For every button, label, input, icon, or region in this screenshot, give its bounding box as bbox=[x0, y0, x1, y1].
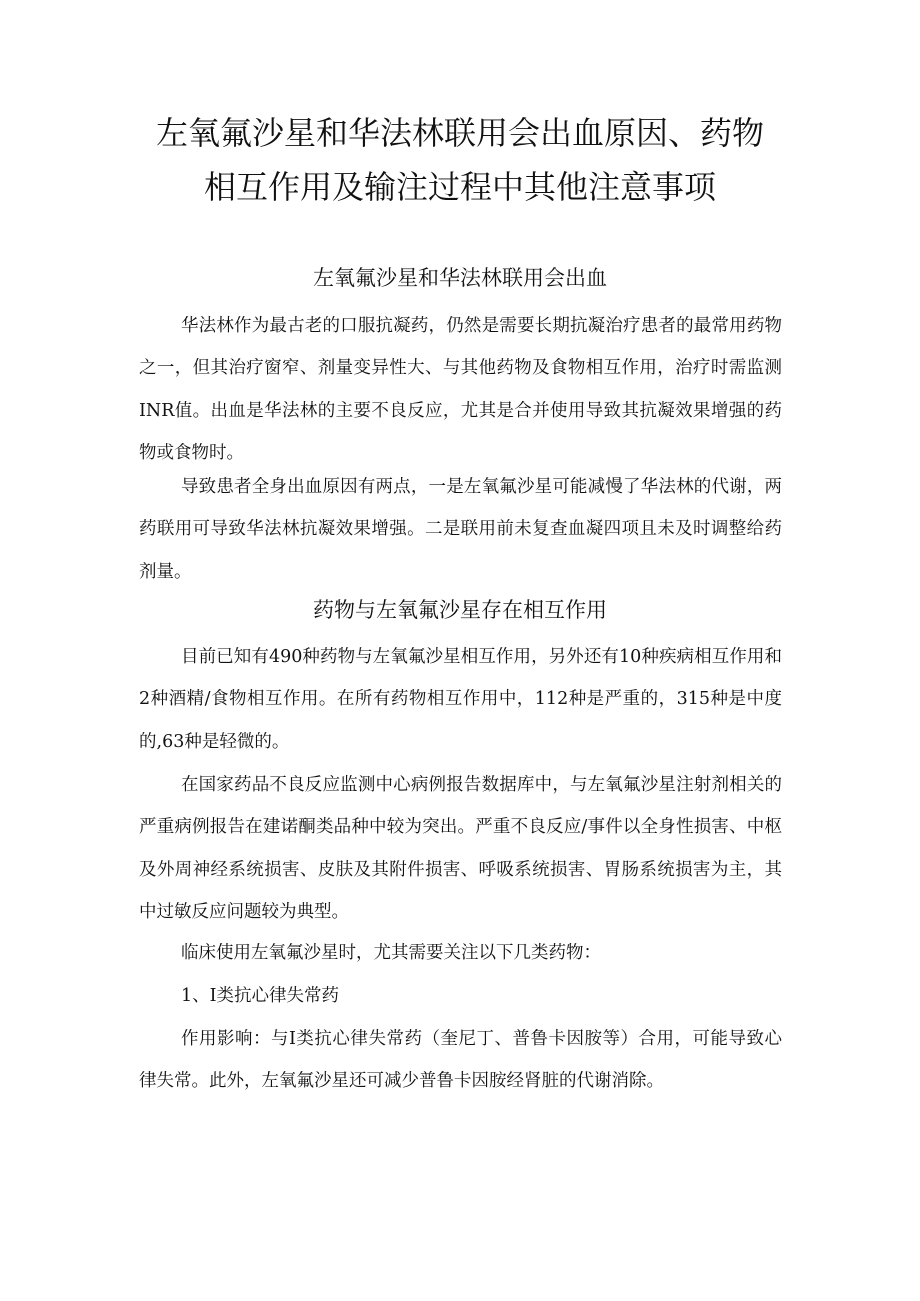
paragraph-bleeding-causes: 导致患者全身出血原因有两点，一是左氧氟沙星可能减慢了华法林的代谢，两药联用可导致华法林抗凝效果增强。二是联用前未复查血凝四项且未及时调整给药剂量。 bbox=[139, 477, 782, 582]
document-title bbox=[120, 106, 800, 214]
section-heading-interactions: 药物与左氧氟沙星存在相互作用 bbox=[313, 598, 607, 622]
paragraph-warfarin-intro: 华法林作为最古老的口服抗凝药，仍然是需要长期抗凝治疗患者的最常用药物之一，但其治疗窗窄、剂量变异性大、与其他药物及食物相互作用，治疗时需监测INR值。出血是华法林的主要不良反应，尤其是合并使用导致其抗凝效果增强的药物或食物时。 bbox=[139, 316, 782, 463]
paragraph-adverse-reactions: 在国家药品不良反应监测中心病例报告数据库中，与左氧氟沙星注射剂相关的严重病例报告在建诺酮类品种中较为突出。严重不良反应/事件以全身性损害、中枢及外周神经系统损害、皮肤及其附件损害、呼吸系统损害、胃肠系统损害为主，其中过敏反应问题较为典型。 bbox=[139, 775, 782, 922]
section-heading-bleeding: 左氧氟沙星和华法林联用会出血 bbox=[313, 266, 607, 290]
title-line-2: 相互作用及输注过程中其他注意事项 bbox=[203, 168, 716, 206]
list-item-class-i-antiarrhythmics: 1、I类抗心律失常药 bbox=[181, 986, 340, 1006]
paragraph-interaction-counts: 目前已知有490种药物与左氧氟沙星相互作用，另外还有10种疾病相互作用和2种酒精/食物相互作用。在所有药物相互作用中，112种是严重的，315种是中度的,63种是轻微的。 bbox=[139, 647, 782, 752]
paragraph-effect-impact: 作用影响：与I类抗心律失常药（奎尼丁、普鲁卡因胺等）合用，可能导致心律失常。此外，左氧氟沙星还可减少普鲁卡因胺经肾脏的代谢消除。 bbox=[139, 1029, 782, 1092]
title-line-1: 左氧氟沙星和华法林联用会出血原因、药物 bbox=[155, 114, 764, 152]
paragraph-clinical-attention: 临床使用左氧氟沙星时，尤其需要关注以下几类药物： bbox=[181, 943, 601, 963]
